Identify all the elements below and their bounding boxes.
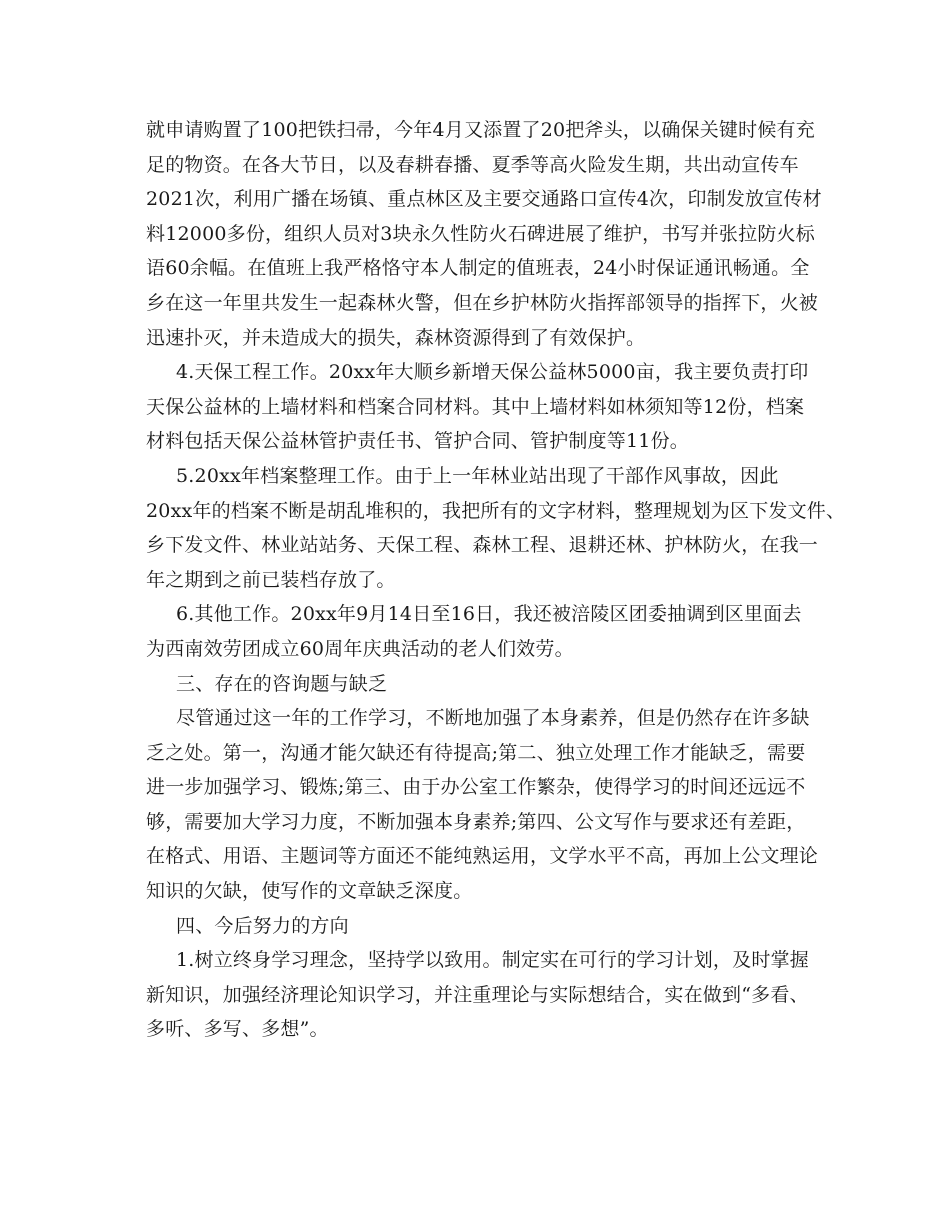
text-line: 2021次，利用广播在场镇、重点林区及主要交通路口宣传4次，印制发放宣传材: [146, 188, 822, 211]
text-line: 知识的欠缺，使写作的文章缺乏深度。: [146, 880, 473, 903]
text-line: 乡在这一年里共发生一起森林火警，但在乡护林防火指挥部领导的指挥下，火被: [146, 291, 819, 314]
text-line: 语60余幅。在值班上我严格恪守本人制定的值班表，24小时保证通讯畅通。全: [146, 257, 810, 280]
text-line: 足的物资。在各大节日，以及春耕春播、夏季等高火险发生期，共出动宣传车: [146, 153, 799, 176]
part-4-heading: 四、今后努力的方向: [176, 914, 349, 937]
text-line: 够，需要加大学习力度，不断加强本身素养;第四、公文写作与要求还有差距，: [146, 810, 806, 833]
text-line: 为西南效劳团成立60周年庆典活动的老人们效劳。: [146, 637, 574, 660]
text-line: 就申请购置了100把铁扫帚，今年4月又添置了20把斧头，以确保关键时候有充: [146, 119, 815, 141]
section-4-heading-line: 4.天保工程工作。20xx年大顺乡新增天保公益林5000亩，我主要负责打印: [176, 361, 809, 384]
text-line: 料12000多份，组织人员对3块永久性防火石碑进展了维护，书写并张拉防火标: [146, 222, 815, 245]
item-1-heading-line: 1.树立终身学习理念，坚持学以致用。制定实在可行的学习计划，及时掌握: [176, 949, 809, 972]
document-body: [146, 113, 846, 1047]
text-line: 20xx年的档案不断是胡乱堆积的，我把所有的文字材料，整理规划为区下发文件、: [146, 499, 846, 522]
text-line: 年之期到之前已装档存放了。: [146, 568, 396, 591]
text-line: 进一步加强学习、锻炼;第三、由于办公室工作繁杂，使得学习的时间还远远不: [146, 776, 806, 799]
text-line: 材料包括天保公益林管护责任书、管护合同、管护制度等11份。: [146, 430, 689, 453]
section-6-heading-line: 6.其他工作。20xx年9月14日至16日，我还被涪陵区团委抽调到区里面去: [176, 603, 802, 626]
text-line: 新知识，加强经济理论知识学习，并注重理论与实际想结合，实在做到“多看、: [146, 983, 809, 1006]
text-line: 在格式、用语、主题词等方面还不能纯熟运用，文学水平不高，再加上公文理论: [146, 845, 819, 868]
text-line: 天保公益林的上墙材料和档案合同材料。其中上墙材料如林须知等12份，档案: [146, 395, 805, 418]
text-line: 迅速扑灭，并未造成大的损失，森林资源得到了有效保护。: [146, 326, 646, 349]
part-3-heading: 三、存在的咨询题与缺乏: [176, 672, 388, 695]
section-5-heading-line: 5.20xx年档案整理工作。由于上一年林业站出现了干部作风事故，因此: [176, 464, 779, 487]
text-line: 多听、多写、多想”。: [146, 1018, 329, 1041]
paragraph-start-line: 尽管通过这一年的工作学习，不断地加强了本身素养，但是仍然存在许多缺: [176, 707, 810, 730]
text-line: 乏之处。第一，沟通才能欠缺还有待提高;第二、独立处理工作才能缺乏，需要: [146, 741, 806, 764]
text-line: 乡下发文件、林业站站务、天保工程、森林工程、退耕还林、护林防火，在我一: [146, 534, 819, 557]
